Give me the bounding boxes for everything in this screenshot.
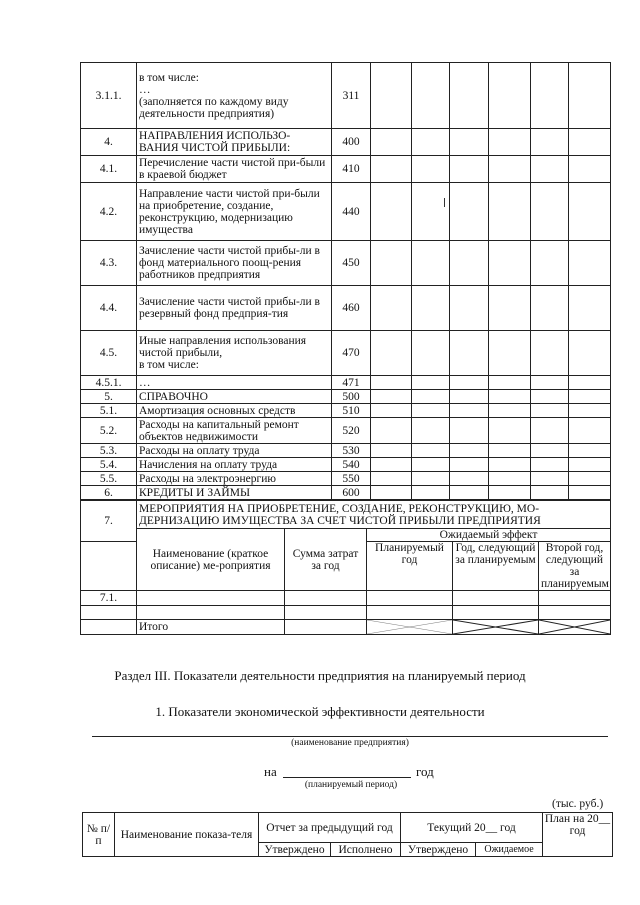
value-cell [371,129,412,156]
value-cell [450,241,489,286]
value-cell [531,183,569,241]
section7-num: 7. [81,501,137,542]
period-suffix: год [416,764,434,779]
table-row [81,286,611,331]
value-cell [531,418,569,444]
value-cell [489,458,531,472]
row-name: Расходы на электроэнергию [137,472,332,486]
row-code: 510 [332,404,371,418]
col-expected: Ожидаемое [476,843,543,857]
row-num: 5.3. [81,444,137,458]
value-cell [489,376,531,390]
section3-title: Раздел III. Показатели деятельности предприятия на планируемый период [114,668,526,683]
row-num: 5.2. [81,418,137,444]
table-row [81,376,611,390]
row-code: 450 [332,241,371,286]
value-cell [489,156,531,183]
value-cell [371,404,412,418]
period-prefix: на [264,764,277,779]
value-cell [569,286,611,331]
value-cell [569,472,611,486]
row-num: 5.4. [81,458,137,472]
table-row [81,444,611,458]
row-num: 5.5. [81,472,137,486]
row-num: 3.1.1. [81,63,137,129]
value-cell [489,404,531,418]
value-cell [569,486,611,500]
value-cell [371,286,412,331]
value-cell [569,63,611,129]
value-cell [412,331,450,376]
value-cell [412,241,450,286]
value-cell [371,486,412,500]
financial-plan-table [80,62,611,500]
value-cell [531,331,569,376]
crossed-cell [367,620,453,635]
row-name: Зачисление части чистой прибы-ли в резервный фонд предприя-тия [137,286,332,331]
value-cell [531,156,569,183]
value-cell [489,390,531,404]
value-cell [371,472,412,486]
table-row [81,390,611,404]
row-num: 5. [81,390,137,404]
table-row [81,183,611,241]
col-plan-year: Планируемый год [367,542,453,591]
value-cell [489,183,531,241]
org-caption: (наименование предприятия) [291,738,409,748]
value-cell [412,472,450,486]
row-name: Направление части чистой при-были на приобретение, создание, реконструкцию, модернизацию имущества [137,183,332,241]
col-approved: Утверждено [259,843,331,857]
value-cell [569,404,611,418]
row-code: 500 [332,390,371,404]
value-cell [569,390,611,404]
value-cell [412,458,450,472]
value-cell [450,472,489,486]
value-cell [531,241,569,286]
value-cell [450,444,489,458]
org-name-line [92,736,608,737]
row-num: 4.5.1. [81,376,137,390]
row-code: 410 [332,156,371,183]
value-cell [569,418,611,444]
value-cell [371,390,412,404]
table-row [81,156,611,183]
row-code: 600 [332,486,371,500]
value-cell [412,286,450,331]
table-row [81,486,611,500]
value-cell [450,404,489,418]
col-sum: Сумма затрат за год [285,529,367,591]
value-cell [489,444,531,458]
period-caption: (планируемый период) [304,780,398,790]
value-cell [371,63,412,129]
value-cell [569,129,611,156]
value-cell [531,472,569,486]
table-row [81,63,611,129]
value-cell [412,404,450,418]
table-row [81,331,611,376]
value-cell [531,376,569,390]
value-cell [450,418,489,444]
col-next-year: Год, следующий за планируемым [453,542,539,591]
row-num-7-1: 7.1. [81,591,137,606]
value-cell [371,241,412,286]
row-name: Зачисление части чистой прибы-ли в фонд материального поощ-рения работников предприятия [137,241,332,286]
value-cell [412,376,450,390]
row-code: 520 [332,418,371,444]
row-num: 4.5. [81,331,137,376]
col-report: Отчет за предыдущий год [259,813,401,843]
value-cell [489,286,531,331]
row-name: Амортизация основных средств [137,404,332,418]
value-cell [569,183,611,241]
value-cell [412,444,450,458]
row-name: Иные направления использования чистой прибыли, в том числе: [137,331,332,376]
col-executed: Исполнено [331,843,401,857]
value-cell [531,404,569,418]
row-code: 400 [332,129,371,156]
table-row [81,418,611,444]
col-measure-name: Наименование (краткое описание) ме-роприятия [137,529,285,591]
period-line [283,777,411,778]
row-code: 311 [332,63,371,129]
col-current: Текущий 20__ год [401,813,543,843]
row-name: Расходы на капитальный ремонт объектов недвижимости [137,418,332,444]
row-name: КРЕДИТЫ И ЗАЙМЫ [137,486,332,500]
value-cell [371,156,412,183]
col-indicator-name: Наименование показа-теля [115,813,259,857]
section7-title: МЕРОПРИЯТИЯ НА ПРИОБРЕТЕНИЕ, СОЗДАНИЕ, РЕКОНСТРУКЦИЮ, МО-ДЕРНИЗАЦИЮ ИМУЩЕСТВА ЗА СЧЕТ ЧИСТОЙ ПРИБЫЛИ ПРЕДПРИЯТИЯ [137,501,611,529]
row-name: Расходы на оплату труда [137,444,332,458]
row-code: 530 [332,444,371,458]
value-cell [489,486,531,500]
value-cell [412,390,450,404]
value-cell [531,486,569,500]
row-code: 540 [332,458,371,472]
col-expected-effect: Ожидаемый эффект [367,529,611,542]
value-cell [371,183,412,241]
total-label: Итого [137,620,285,635]
pen-mark [444,198,445,207]
value-cell [489,418,531,444]
row-name: НАПРАВЛЕНИЯ ИСПОЛЬЗО-ВАНИЯ ЧИСТОЙ ПРИБЫЛИ: [137,129,332,156]
table-row [81,472,611,486]
table-row [81,404,611,418]
value-cell [450,331,489,376]
value-cell [371,376,412,390]
row-name: … [137,376,332,390]
row-code: 460 [332,286,371,331]
row-code: 550 [332,472,371,486]
value-cell [531,63,569,129]
value-cell [531,286,569,331]
row-code: 440 [332,183,371,241]
value-cell [569,376,611,390]
value-cell [569,241,611,286]
measures-table [80,500,611,635]
indicators-table [82,812,613,857]
row-name: СПРАВОЧНО [137,390,332,404]
value-cell [450,486,489,500]
value-cell [531,390,569,404]
table-row [81,458,611,472]
value-cell [450,390,489,404]
value-cell [531,129,569,156]
table-row [81,241,611,286]
value-cell [569,458,611,472]
row-num: 4.1. [81,156,137,183]
crossed-cell [539,620,611,635]
value-cell [450,458,489,472]
value-cell [569,444,611,458]
value-cell [412,418,450,444]
units-label: (тыс. руб.) [552,798,604,810]
value-cell [371,331,412,376]
value-cell [412,63,450,129]
value-cell [450,156,489,183]
value-cell [412,183,450,241]
section3-subtitle: 1. Показатели экономической эффективности деятельности [155,704,485,719]
col-second-year: Второй год, следующий за планируемым [539,542,611,591]
value-cell [489,472,531,486]
row-name: в том числе: … (заполняется по каждому виду деятельности предприятия) [137,63,332,129]
table-row [81,129,611,156]
col-num: № п/п [83,813,115,857]
value-cell [489,129,531,156]
row-num: 4.4. [81,286,137,331]
row-num: 4. [81,129,137,156]
row-code: 471 [332,376,371,390]
value-cell [371,418,412,444]
value-cell [489,331,531,376]
value-cell [450,376,489,390]
value-cell [450,63,489,129]
row-num: 4.2. [81,183,137,241]
value-cell [531,458,569,472]
value-cell [489,241,531,286]
form-sheet [80,62,610,635]
value-cell [412,486,450,500]
value-cell [450,129,489,156]
crossed-cell [453,620,539,635]
value-cell [371,458,412,472]
value-cell [412,129,450,156]
row-num: 5.1. [81,404,137,418]
row-code: 470 [332,331,371,376]
value-cell [569,331,611,376]
value-cell [450,183,489,241]
row-name: Начисления на оплату труда [137,458,332,472]
value-cell [412,156,450,183]
row-name: Перечисление части чистой при-были в краевой бюджет [137,156,332,183]
value-cell [569,156,611,183]
value-cell [371,444,412,458]
value-cell [489,63,531,129]
row-num: 4.3. [81,241,137,286]
value-cell [531,444,569,458]
col-plan: План на 20__ год [543,813,613,857]
empty-cell [81,542,137,591]
value-cell [450,286,489,331]
col-approved-current: Утверждено [401,843,476,857]
row-num: 6. [81,486,137,500]
